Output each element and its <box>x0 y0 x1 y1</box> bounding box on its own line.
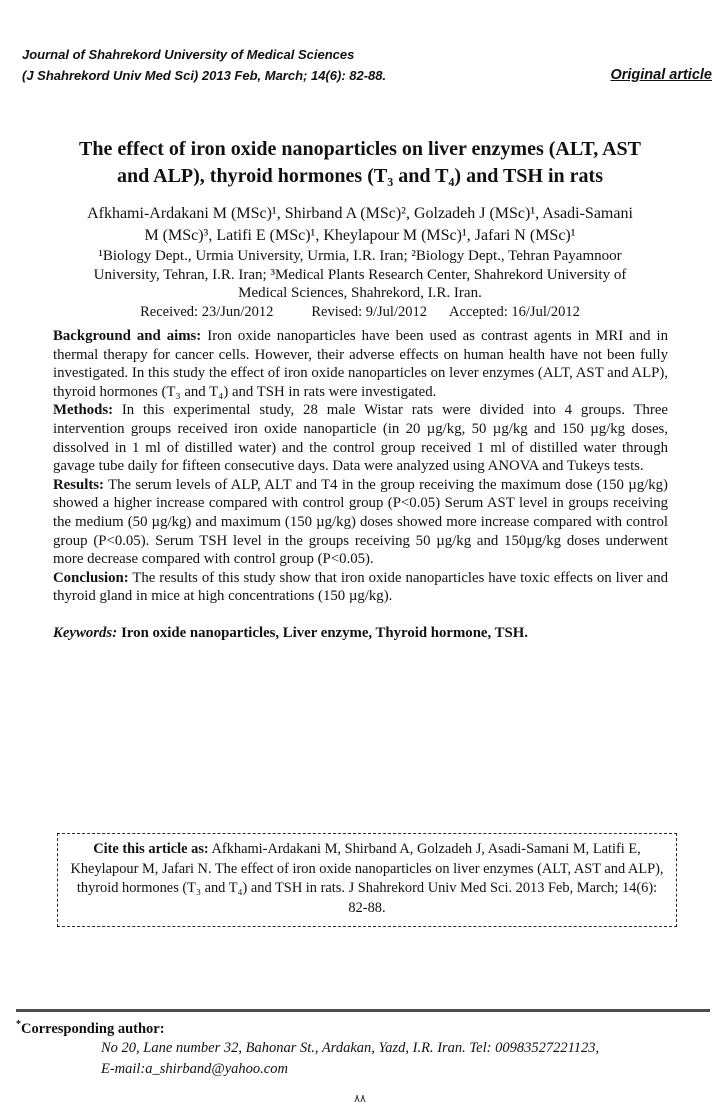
citation-label: Cite this article as: <box>93 841 209 857</box>
keywords <box>53 624 668 643</box>
affiliations-line-2: University, Tehran, I.R. Iran; ³Medical Plants Research Center, Shahrekord University of <box>93 266 627 283</box>
affiliations <box>30 247 690 303</box>
article-dates <box>30 304 690 321</box>
received-date: Received: 23/Jun/2012 <box>140 303 274 320</box>
corresponding-author-label: Corresponding author: <box>21 1021 165 1037</box>
article-title-line-2: and ALP), thyroid hormones (T₃ and T₄) and TSH in rats <box>116 165 603 187</box>
journal-header <box>22 44 386 86</box>
journal-title: Journal of Shahrekord University of Medical Sciences <box>22 47 355 62</box>
section-text: The results of this study show that iron oxide nanoparticles have toxic effects on liver and thyroid gland in mice at high concentrations (150 µg/kg). <box>53 569 668 605</box>
footer-divider <box>16 1009 710 1012</box>
email-address: E-mail:a_shirband@yahoo.com <box>101 1061 288 1077</box>
keywords-label: Keywords: <box>53 624 118 641</box>
journal-citation: (J Shahrekord Univ Med Sci) 2013 Feb, March; 14(6): 82-88. <box>22 68 387 83</box>
citation-text: Afkhami-Ardakani M, Shirband A, Golzadeh J, Asadi-Samani M, Latifi E, Kheylapour M, Jafari N. The effect of iron oxide nanoparticles on liver enzymes (ALT, AST and ALP), thyroid hormones (T₃ and T₄) and TSH in rats. J Shahrekord Univ Med Sci. 2013 Feb, March; 14(6): 82-88. <box>70 841 664 916</box>
section-label: Conclusion: <box>53 569 129 586</box>
abstract-section-background <box>53 327 668 401</box>
section-label: Methods: <box>53 402 114 419</box>
page-number: ۸۸ <box>354 1092 366 1105</box>
keywords-text: Iron oxide nanoparticles, Liver enzyme, Thyroid hormone, TSH. <box>121 624 528 641</box>
section-text: In this experimental study, 28 male Wistar rats were divided into 4 groups. Three intervention groups received iron oxide nanoparticle (in 20 µg/kg, 50 µg/kg and 150 µg/kg doses, dissolved in 1 ml of distilled water) and the control group received 1 ml of distilled water through gavage tube daily for fifteen consecutive days. Data were analyzed using ANOVA and Tukeys tests. <box>53 402 668 475</box>
section-label: Background and aims: <box>53 328 202 344</box>
accepted-date: Accepted: 16/Jul/2012 <box>449 303 580 320</box>
authors-list <box>30 203 690 247</box>
abstract-section-results <box>53 476 668 569</box>
abstract <box>53 327 668 643</box>
corresponding-author-address <box>101 1038 710 1080</box>
authors-line-1: Afkhami-Ardakani M (MSc)¹, Shirband A (MSc)², Golzadeh J (MSc)¹, Asadi-Samani <box>87 205 633 222</box>
revised-date: Revised: 9/Jul/2012 <box>311 303 427 320</box>
page-footer <box>16 1009 710 1080</box>
article-type-label: Original article <box>610 67 712 83</box>
corresponding-author <box>16 1020 710 1038</box>
abstract-section-methods <box>53 401 668 475</box>
corresponding-author-asterisk: * <box>16 1019 21 1031</box>
address-line: No 20, Lane number 32, Bahonar St., Ardakan, Yazd, I.R. Iran. Tel: 00983527221123, <box>101 1040 600 1056</box>
authors-line-2: M (MSc)³, Latifi E (MSc)¹, Kheylapour M (MSc)¹, Jafari N (MSc)¹ <box>144 227 576 244</box>
page-header <box>22 44 712 86</box>
title-block <box>30 136 690 321</box>
citation-box <box>57 833 677 927</box>
abstract-section-conclusion <box>53 569 668 606</box>
section-label: Results: <box>53 476 104 493</box>
section-text: The serum levels of ALP, ALT and T4 in the group receiving the maximum dose (150 µg/kg) showed a higher increase compared with control group (P<0.05) Serum AST level in groups receiving the medium (50 µg/kg) and maximum (150 µg/kg) doses showed more increase compared with control group (P<0.05). Serum TSH level in the groups receiving 50 µg/kg and 150µg/kg doses underwent more decrease compared with control group (P<0.05). <box>53 476 668 568</box>
affiliations-line-1: ¹Biology Dept., Urmia University, Urmia, I.R. Iran; ²Biology Dept., Tehran Payamnoor <box>98 248 622 264</box>
affiliations-line-3: Medical Sciences, Shahrekord, I.R. Iran. <box>238 285 482 301</box>
article-title-line-1: The effect of iron oxide nanoparticles on liver enzymes (ALT, AST <box>78 138 641 160</box>
section-text: Iron oxide nanoparticles have been used as contrast agents in MRI and in thermal therapy for cancer cells. However, their adverse effects on human health have not been fully investigated. In this study the effect of iron oxide nanoparticles on lever enzymes (ALT, AST and ALP), thyroid hormones (T₃ and T₄) and TSH in rats were investigated. <box>53 328 669 400</box>
